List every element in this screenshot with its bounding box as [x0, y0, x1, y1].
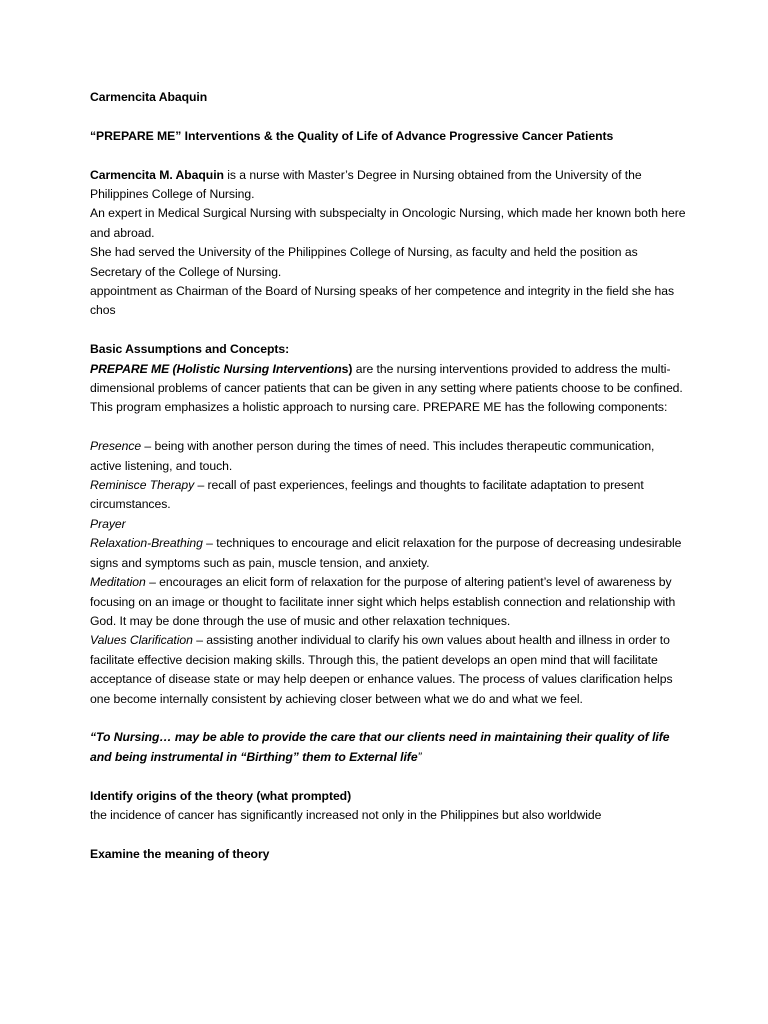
bio-name: Carmencita M. Abaquin: [90, 167, 224, 182]
component-desc: – assisting another individual to clarify his own values about health and illness in order to facilitate effective decision making skills. Through this, the patient develops an open mind that will facilitate acceptance of disease state or may help deepen or enhance values. The process of values clarification helps one become internally consistent by achieving closer between what we do and what we feel.: [90, 633, 673, 706]
component-term: Prayer: [90, 516, 126, 531]
origins-heading: Identify origins of the theory (what prompted): [90, 788, 352, 803]
quote-close: ”: [417, 749, 422, 764]
component-term: Reminisce Therapy: [90, 478, 195, 493]
component-item: [90, 631, 686, 709]
bio-paragraph: [90, 166, 686, 205]
assumptions-heading: Basic Assumptions and Concepts:: [90, 342, 290, 357]
quote-text: “To Nursing… may be able to provide the care that our clients need in maintaining their quality of life and being instrumental in “Birthing” them to External life: [90, 730, 670, 764]
component-desc: – encourages an elicit form of relaxation for the purpose of altering patient’s level of awareness by focusing on an image or thought to facilitate inner sight which helps establish connection and relationship with God. It may be done through the use of music and other relaxation techniques.: [90, 575, 676, 628]
component-item: [90, 437, 686, 476]
prepare-me-term: PREPARE ME (Holistic Nursing Intervention: [90, 361, 342, 376]
component-term: Values Clarification: [90, 633, 193, 648]
component-term: Meditation: [90, 575, 146, 590]
meaning-heading: Examine the meaning of theory: [90, 846, 270, 861]
component-desc: – techniques to encourage and elicit relaxation for the purpose of decreasing undesirable signs and symptoms such as pain, muscle tension, and anxiety.: [90, 536, 682, 570]
document-title: “PREPARE ME” Interventions & the Quality of Life of Advance Progressive Cancer Patients: [90, 128, 614, 143]
prepare-me-term-close: s): [341, 361, 353, 376]
component-item: [90, 515, 686, 534]
component-item: [90, 534, 686, 573]
component-item: [90, 573, 686, 631]
bio-line-3: She had served the University of the Philippines College of Nursing, as faculty and held the position as Secretary of the College of Nursing.: [90, 245, 638, 279]
assumptions-intro: are the nursing interventions provided to address the multi-dimensional problems of cancer patients that can be given in any setting where patients choose to be confined. This program emphasizes a holistic approach to nursing care. PREPARE ME has the following components:: [90, 361, 683, 415]
document-body: [90, 88, 686, 864]
bio-line-2: An expert in Medical Surgical Nursing with subspecialty in Oncologic Nursing, which made her known both here and abroad.: [90, 206, 686, 240]
bio-line-4: appointment as Chairman of the Board of Nursing speaks of her competence and integrity in the field she has chos: [90, 284, 675, 318]
component-term: Presence: [90, 439, 142, 454]
author-name: Carmencita Abaquin: [90, 90, 208, 104]
component-term: Relaxation-Breathing: [90, 536, 203, 551]
component-desc: – recall of past experiences, feelings and thoughts to facilitate adaptation to present circumstances.: [90, 478, 644, 512]
origins-text: the incidence of cancer has significantly increased not only in the Philippines but also worldwide: [90, 807, 602, 822]
assumptions-paragraph: [90, 360, 686, 418]
bio-line-1: is a nurse with Master’s Degree in Nursing obtained from the University of the Philippines College of Nursing.: [90, 167, 642, 201]
nursing-quote: [90, 728, 686, 767]
component-item: [90, 476, 686, 515]
component-desc: – being with another person during the times of need. This includes therapeutic communication, active listening, and touch.: [90, 439, 655, 473]
